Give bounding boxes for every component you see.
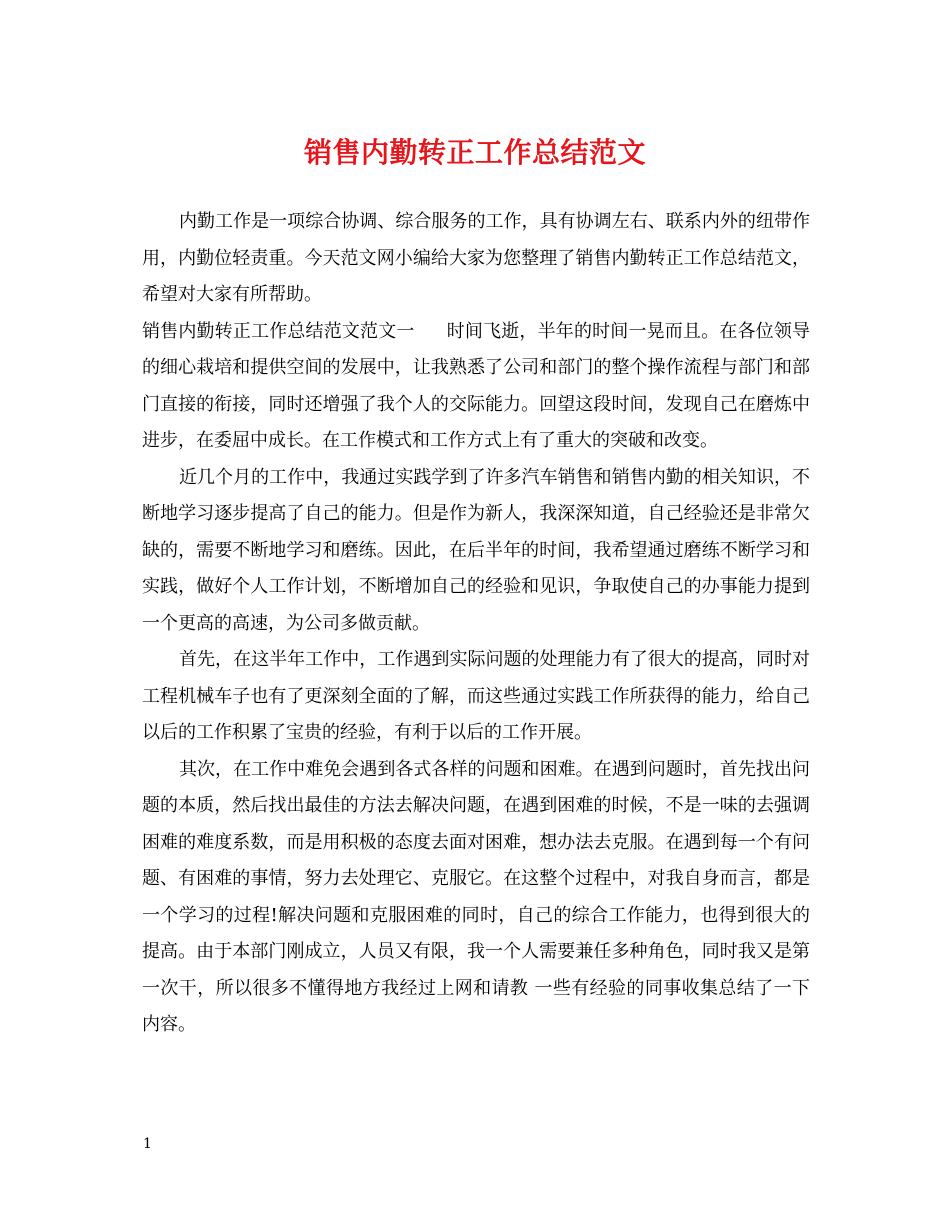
document-title: 销售内勤转正工作总结范文: [303, 136, 646, 169]
page-number: 1: [143, 1136, 152, 1152]
body-paragraph-1: 近几个月的工作中，我通过实践学到了许多汽车销售和销售内勤的相关知识，不断地学习逐步提高了自己的能力。但是作为新人，我深深知道，自己经验还是非常欠缺的，需要不断地学习和磨练。因此，在后半年的时间，我希望通过磨练不断学习和实践，做好个人工作计划，不断增加自己的经验和见识，争取使自己的办事能力提到一个更高的高速，为公司多做贡献。: [142, 466, 810, 634]
section-heading: 销售内勤转正工作总结范文范文一: [142, 320, 415, 342]
section-paragraph: [142, 314, 810, 460]
intro-paragraph: 内勤工作是一项综合协调、综合服务的工作，具有协调左右、联系内外的纽带作用，内勤位轻责重。今天范文网小编给大家为您整理了销售内勤转正工作总结范文，希望对大家有所帮助。: [142, 211, 810, 305]
body-paragraph-3: 其次，在工作中难免会遇到各式各样的问题和困难。在遇到问题时，首先找出问题的本质，然后找出最佳的方法去解决问题，在遇到困难的时候，不是一味的去强调困难的难度系数，而是用积极的态度去面对困难，想办法去克服。在遇到每一个有问题、有困难的事情，努力去处理它、克服它。在这整个过程中，对我自身而言，都是一个学习的过程!解决问题和克服困难的同时，自己的综合工作能力，也得到很大的提高。由于本部门刚成立，人员又有限，我一个人需要兼任多种角色，同时我又是第一次干，所以很多不懂得地方我经过上网和请教 一些有经验的同事收集总结了一下内容。: [142, 758, 810, 1035]
section-first-paragraph: 时间飞逝，半年的时间一晃而且。在各位领导的细心栽培和提供空间的发展中，让我熟悉了公司和部门的整个操作流程与部门和部门直接的衔接，同时还增强了我个人的交际能力。回望这段时间，发现自己在磨炼中进步，在委屈中成长。在工作模式和工作方式上有了重大的突破和改变。: [142, 320, 811, 451]
body-paragraph-2: 首先，在这半年工作中，工作遇到实际问题的处理能力有了很大的提高，同时对工程机械车子也有了更深刻全面的了解，而这些通过实践工作所获得的能力，给自己以后的工作积累了宝贵的经验，有利于以后的工作开展。: [142, 649, 810, 743]
document-body: [142, 204, 810, 1044]
